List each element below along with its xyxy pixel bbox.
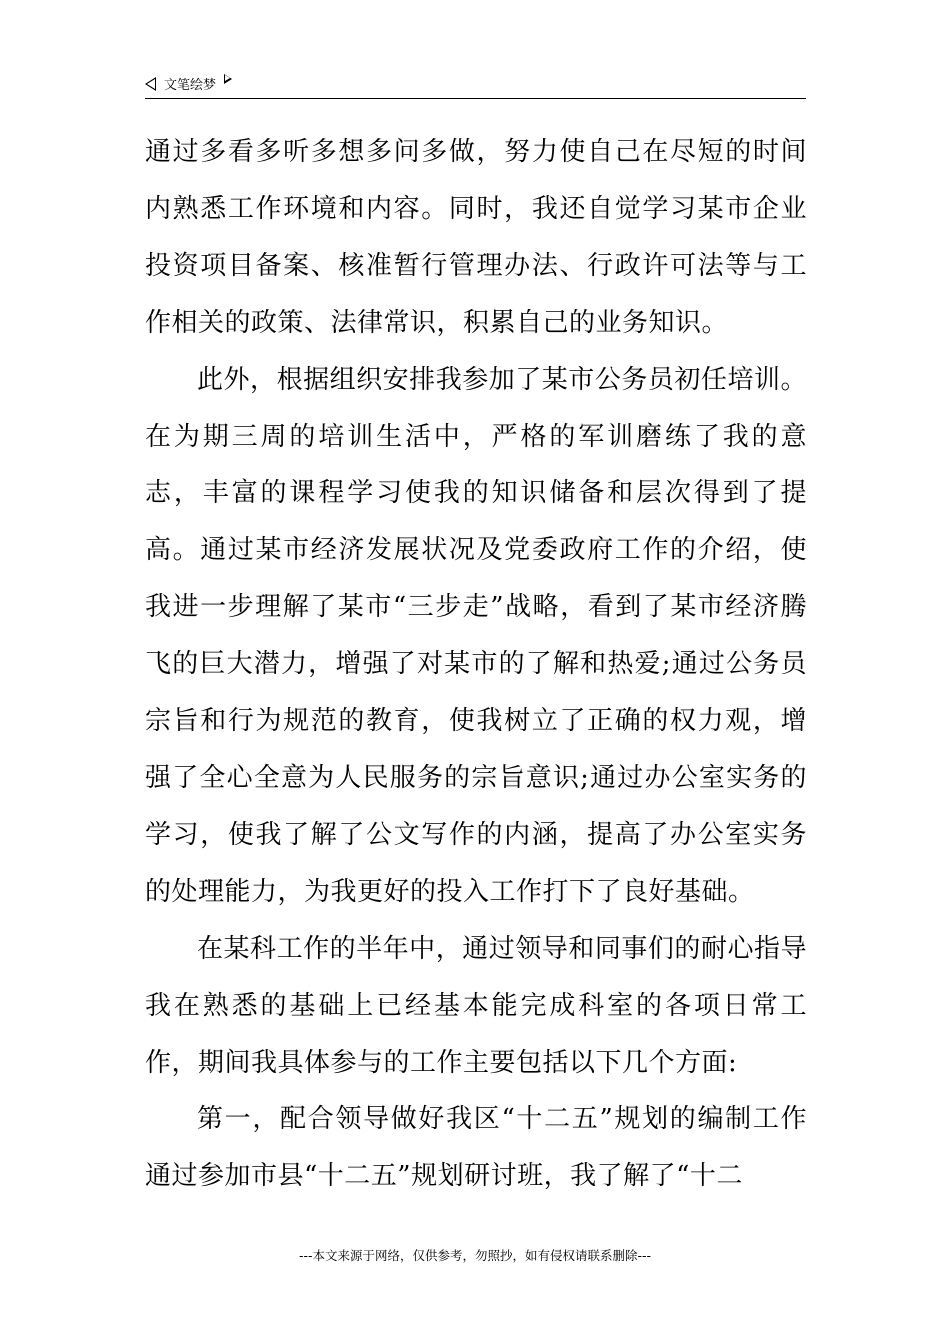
page-footer: ---本文来源于网络，仅供参考，勿照抄，如有侵权请联系删除---: [298, 1248, 652, 1263]
paragraph-4: 第一，配合领导做好我区“十二五”规划的编制工作通过参加市县“十二五”规划研讨班，我了解了“十二: [145, 1104, 807, 1192]
header-brand-text: 文笔绘梦: [164, 78, 217, 93]
page-header: [145, 72, 806, 99]
paragraph-1: 通过多看多听多想多问多做，努力使自己在尽短的时间内熟悉工作环境和内容。同时，我还自觉学习某市企业投资项目备案、核准暂行管理办法、行政许可法等与工作相关的政策、法律常识，积累自己的业务知识。: [145, 137, 807, 338]
paragraph-3: 在某科工作的半年中，通过领导和同事们的耐心指导我在熟悉的基础上已经基本能完成科室的各项日常工作，期间我具体参与的工作主要包括以下几个方面:: [145, 933, 807, 1078]
triangle-right-icon: [224, 74, 232, 84]
paragraph-2: 此外，根据组织安排我参加了某市公务员初任培训。在为期三周的培训生活中，严格的军训磨练了我的意志，丰富的课程学习使我的知识储备和层次得到了提高。通过某市经济发展状况及党委政府工作的介绍，使我进一步理解了某市“三步走”战略，看到了某市经济腾飞的巨大潜力，增强了对某市的了解和热爱;通过公务员宗旨和行为规范的教育，使我树立了正确的权力观，增强了全心全意为人民服务的宗旨意识;通过办公室实务的学习，使我了解了公文写作的内涵，提高了办公室实务的处理能力，为我更好的投入工作打下了良好基础。: [145, 364, 807, 907]
document-body: [145, 124, 807, 1205]
triangle-left-icon: [145, 77, 156, 91]
header-brand: [145, 74, 232, 93]
